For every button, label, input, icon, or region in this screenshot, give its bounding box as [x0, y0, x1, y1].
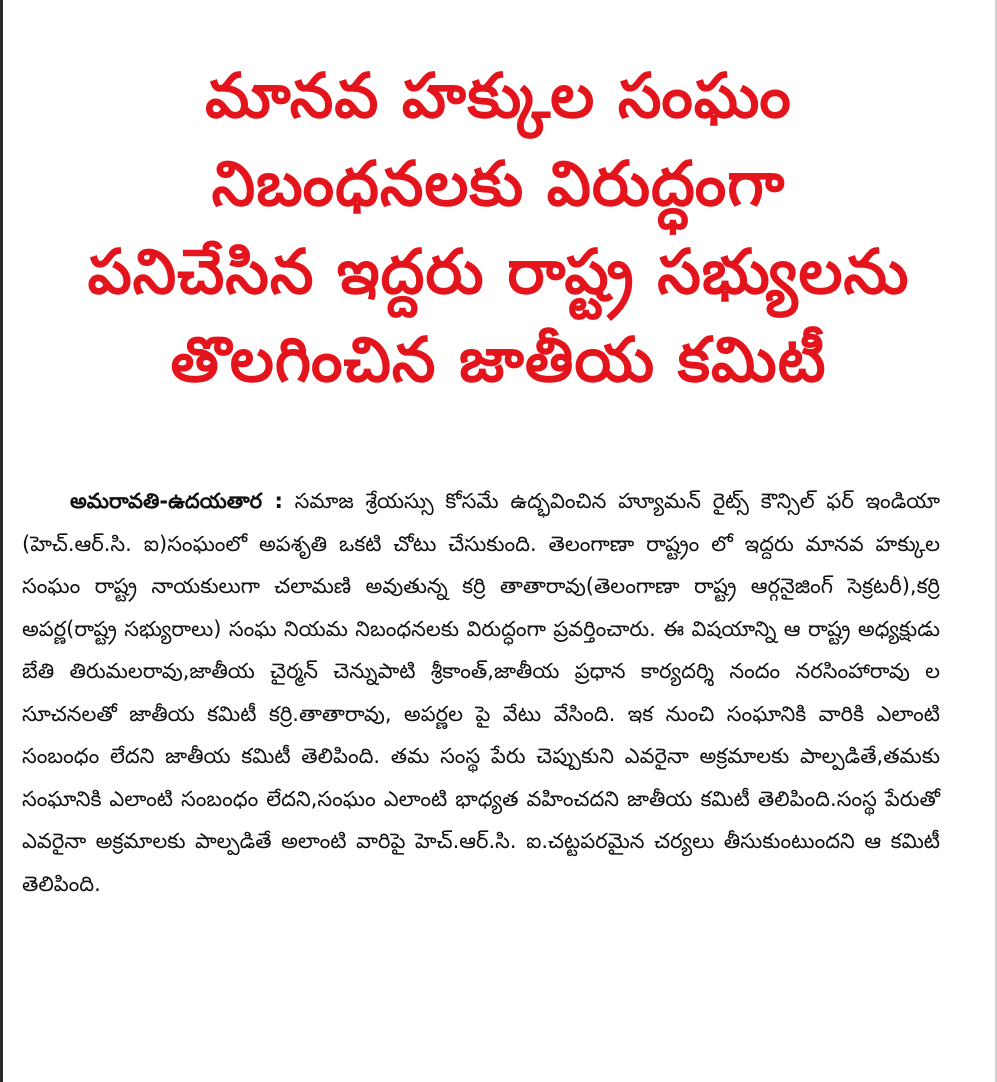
headline-line-1: మానవ హక్కుల సంఘం [205, 59, 792, 132]
article-text: సమాజ శ్రేయస్సు కోసమే ఉద్భవించిన హ్యూమన్ రైట్స్ కౌన్సిల్ ఫర్ ఇండియా (హెచ్.ఆర్.సి. ఐ)సంఘంలో అపశృతి ఒకటి చోటు చేసుకుంది. తెలంగాణా రాష్ట్రం లో ఇద్దరు మానవ హక్కుల సంఘం రాష్ట్ర నాయకులుగా చలామణి అవుతున్న కర్రి తాతారావు(తెలంగాణా రాష్ట్ర ఆర్గనైజింగ్ సెక్రటరీ),కర్రి అపర్ణ(రాష్ట్ర సభ్యురాలు) సంఘ నియమ నిబంధనలకు విరుద్ధంగా ప్రవర్తించారు. ఈ విషయాన్ని ఆ రాష్ట్ర అధ్యక్షుడు బేతి తిరుమలరావు,జాతీయ చైర్మన్ చెన్నుపాటి శ్రీకాంత్,జాతీయ ప్రధాన కార్యదర్శి నందం నరసింహారావు ల సూచనలతో జాతీయ కమిటీ కర్రి.తాతారావు, అపర్ణల పై వేటు వేసింది. ఇక నుంచి సంఘానికి వారికి ఎలాంటి సంబంధం లేదని జాతీయ కమిటీ తెలిపింది. తమ సంస్థ పేరు చెప్పుకుని ఎవరైనా అక్రమాలకు పాల్పడితే,తమకు సంఘానికి ఎలాంటి సంబంధం లేదని,సంఘం ఎలాంటి భాధ్యత వహించదని జాతీయ కమిటీ తెలిపింది.సంస్థ పేరుతో ఎవరైనా అక్రమాలకు పాల్పడితే అలాంటి వారిపై హెచ్.ఆర్.సి. ఐ.చట్టపరమైన చర్యలు తీసుకుంటుందని ఆ కమిటీ తెలిపింది. [22, 489, 940, 896]
headline-line-4: తొలగించిన జాతీయ కమిటీ [170, 323, 827, 396]
headline [0, 52, 997, 404]
headline-line-3: పనిచేసిన ఇద్దరు రాష్ట్ర సభ్యులను [87, 235, 910, 308]
article-body [22, 480, 940, 905]
headline-line-2: నిబంధనలకు విరుద్ధంగా [211, 147, 786, 220]
article-dateline: అమరావతి-ఉదయతార : [70, 489, 283, 513]
